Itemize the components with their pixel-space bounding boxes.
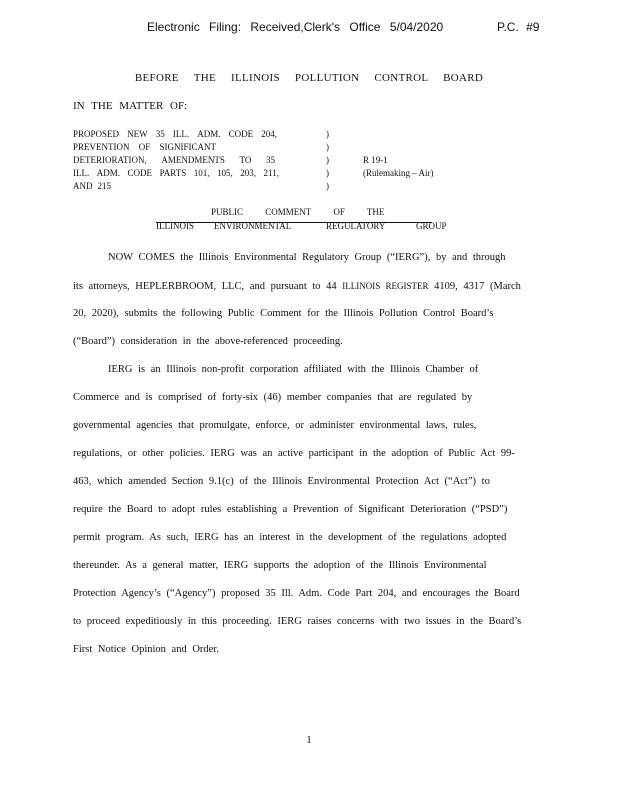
filing-stamp-text: Electronic Filing: Received,Clerk's Office 5/04/2020 <box>147 20 444 34</box>
public-comment-number: P.C. #9 <box>497 20 540 34</box>
caption-word: TO <box>239 155 252 165</box>
caption-line <box>73 180 111 193</box>
heading-line-1: PUBLIC COMMENT OF THE <box>211 207 385 217</box>
paragraph-line <box>73 272 535 300</box>
filing-header <box>0 20 618 38</box>
caption-word: 105, <box>217 168 233 178</box>
caption-word: 211, <box>263 168 279 178</box>
case-caption <box>73 128 543 194</box>
paragraph-line: thereunder. As a general matter, IERG supports the adoption of the Illinois Environmental <box>73 560 487 571</box>
paragraph-introduction <box>73 244 535 356</box>
paragraph-line: First Notice Opinion and Order. <box>73 644 219 655</box>
paragraph-line: (“Board”) consideration in the above-referenced proceeding. <box>73 336 343 347</box>
caption-word: 215 <box>97 181 111 191</box>
docket-type: (Rulemaking – Air) <box>363 168 434 178</box>
caption-word: AMENDMENTS <box>161 155 225 165</box>
docket-info <box>363 154 434 180</box>
caption-parentheses <box>326 128 329 193</box>
caption-word: ILL. <box>172 129 190 139</box>
text-run: its attorneys, HEPLERBROOM, LLC, and pursuant to 44 <box>73 281 337 292</box>
paragraph-ierg-description <box>73 356 535 664</box>
caption-paren: ) <box>326 181 329 191</box>
paragraph-line: permit program. As such, IERG has an interest in the development of the regulations adopted <box>73 532 507 543</box>
caption-word: OF <box>138 142 151 152</box>
caption-word: SIGNIFICANT <box>159 142 216 152</box>
caption-word: 203, <box>240 168 257 178</box>
caption-word: ADM. <box>197 129 221 139</box>
caption-word: ILL. <box>73 168 90 178</box>
caption-word: 35 <box>155 129 165 139</box>
paragraph-line: NOW COMES the Illinois Environmental Regulatory Group (“IERG”), by and through <box>108 252 506 263</box>
caption-title <box>73 128 283 193</box>
caption-line <box>73 167 279 180</box>
heading-word: GROUP <box>416 221 447 231</box>
caption-word: AND <box>73 181 93 191</box>
caption-paren: ) <box>326 155 329 165</box>
heading-word: REGULATORY <box>326 221 386 231</box>
heading-line-2 <box>156 221 447 231</box>
heading-word: ILLINOIS <box>156 221 194 231</box>
docket-number: R 19-1 <box>363 155 388 165</box>
caption-line <box>73 128 277 141</box>
caption-word: NEW <box>127 129 148 139</box>
paragraph-line: to proceed expeditiously in this proceeding. IERG raises concerns with two issues in the Board’s <box>73 616 522 627</box>
paragraph-line: Commerce and is comprised of forty-six (46) member companies that are regulated by <box>73 392 473 403</box>
paragraph-line: require the Board to adopt rules establishing a Prevention of Significant Deterioration (“PSD”) <box>73 504 508 515</box>
caption-word: DETERIORATION, <box>73 155 147 165</box>
paragraph-line: 463, which amended Section 9.1(c) of the Illinois Environmental Protection Act (“Act”) to <box>73 476 490 487</box>
caption-line <box>73 141 216 154</box>
document-body <box>73 244 535 664</box>
caption-word: PREVENTION <box>73 142 130 152</box>
paragraph-line: IERG is an Illinois non-profit corporation affiliated with the Illinois Chamber of <box>108 364 479 375</box>
caption-word: PARTS <box>159 168 187 178</box>
text-run: 4109, 4317 (March <box>434 281 521 292</box>
caption-word: ADM. <box>96 168 121 178</box>
caption-paren: ) <box>326 129 329 139</box>
paragraph-line: regulations, or other policies. IERG was an active participant in the adoption of Public Act 99- <box>73 448 515 459</box>
caption-word: 35 <box>265 155 275 165</box>
caption-word: CODE <box>228 129 254 139</box>
caption-word: 101, <box>193 168 210 178</box>
caption-paren: ) <box>326 142 329 152</box>
board-title: BEFORE THE ILLINOIS POLLUTION CONTROL BOARD <box>134 72 484 84</box>
paragraph-line: 20, 2020), submits the following Public Comment for the Illinois Pollution Control Board’s <box>73 308 494 319</box>
paragraph-line: Protection Agency’s (“Agency”) proposed 35 Ill. Adm. Code Part 204, and encourages the Board <box>73 588 520 599</box>
caption-paren: ) <box>326 168 329 178</box>
paragraph-line: governmental agencies that promulgate, enforce, or administer environmental laws, rules, <box>73 420 477 431</box>
caption-word: PROPOSED <box>73 129 120 139</box>
register-citation: ILLINOIS REGISTER <box>342 281 429 291</box>
in-the-matter-label: IN THE MATTER OF: <box>73 100 188 112</box>
heading-word: ENVIRONMENTAL <box>214 221 292 231</box>
caption-word: CODE <box>127 168 153 178</box>
page-number: 1 <box>306 734 312 746</box>
caption-line <box>73 154 275 167</box>
caption-word: 204, <box>261 129 277 139</box>
